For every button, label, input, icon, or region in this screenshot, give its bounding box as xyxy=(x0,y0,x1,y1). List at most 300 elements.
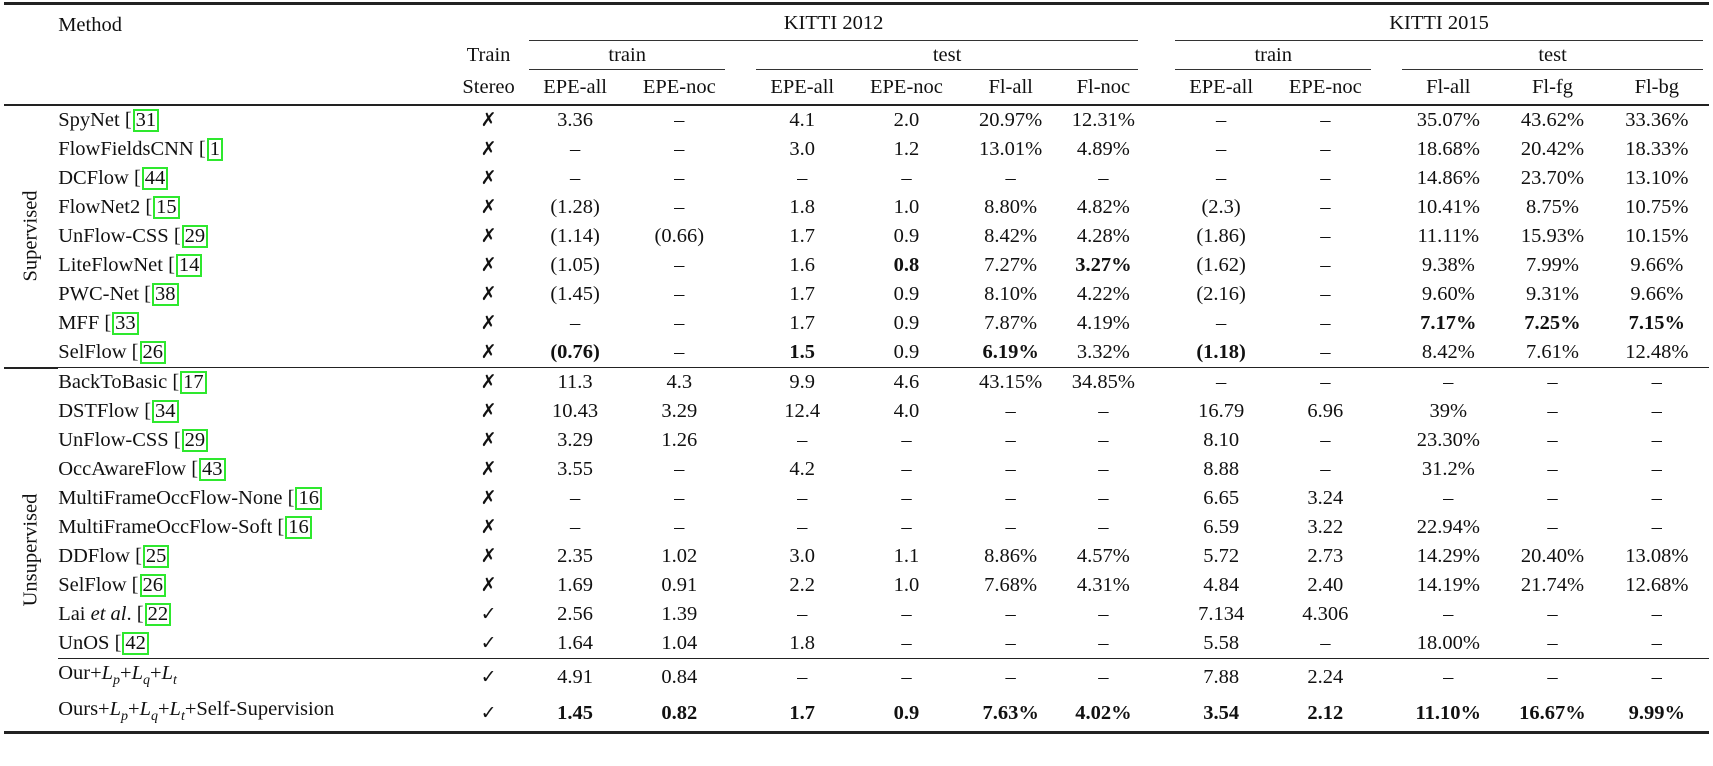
plus-sign: + xyxy=(120,662,132,684)
value-cell: – xyxy=(1605,659,1709,696)
method-label: DSTFlow [ xyxy=(58,400,152,422)
col-header: Fl-noc xyxy=(1063,70,1144,105)
method-name xyxy=(58,135,454,164)
loss-subscript: q xyxy=(143,673,151,689)
value-cell: 8.42% xyxy=(1421,341,1475,363)
value-cell: – xyxy=(1651,400,1662,422)
spacer xyxy=(1377,368,1396,398)
citation-link[interactable]: 1 xyxy=(207,138,223,161)
value-cell: – xyxy=(1443,603,1454,625)
method-prefix: Our+ xyxy=(58,662,102,684)
method-name xyxy=(58,280,454,309)
value-cell: 22.94% xyxy=(1416,516,1480,538)
spacer xyxy=(1377,629,1396,659)
spacer xyxy=(1377,105,1396,135)
value-cell: – xyxy=(569,167,581,189)
citation-link[interactable]: 43 xyxy=(199,458,226,481)
table-row xyxy=(4,368,1709,398)
method-name xyxy=(58,309,454,338)
table-row xyxy=(4,280,1709,309)
cross-icon: ✗ xyxy=(480,516,497,538)
check-icon: ✓ xyxy=(480,603,497,625)
col-header: Fl-all xyxy=(959,70,1063,105)
method-label: DDFlow [ xyxy=(58,545,142,567)
value-cell: 7.15% xyxy=(1628,312,1685,334)
value-cell: (0.66) xyxy=(654,225,705,247)
table-row xyxy=(4,600,1709,629)
table-row xyxy=(4,455,1709,484)
value-cell: 14.29% xyxy=(1416,545,1480,567)
value-cell: – xyxy=(674,458,685,480)
method-prefix: Ours+ xyxy=(58,698,110,721)
value-cell: 6.65 xyxy=(1203,487,1240,509)
spacer xyxy=(731,193,750,222)
table-header xyxy=(4,4,1709,106)
value-cell: – xyxy=(1098,167,1109,189)
spacer xyxy=(731,659,750,696)
citation-link[interactable]: 31 xyxy=(133,109,160,132)
value-cell: – xyxy=(901,167,912,189)
loss-subscript: p xyxy=(121,709,129,725)
value-cell: 2.24 xyxy=(1273,659,1377,696)
citation-link[interactable]: 22 xyxy=(145,603,172,626)
value-cell: (2.3) xyxy=(1201,196,1241,218)
value-cell: 6.96 xyxy=(1307,400,1344,422)
value-cell: 1.0 xyxy=(893,196,920,218)
value-cell: 3.27% xyxy=(1075,254,1132,276)
value-cell: 3.29 xyxy=(661,400,698,422)
value-cell: 10.15% xyxy=(1625,225,1689,247)
value-cell: 4.22% xyxy=(1076,283,1130,305)
value-cell: 8.10 xyxy=(1203,429,1240,451)
value-cell: – xyxy=(1547,603,1558,625)
spacer xyxy=(1377,513,1396,542)
value-cell: – xyxy=(1005,516,1016,538)
cross-icon: ✗ xyxy=(480,458,497,480)
value-cell: – xyxy=(1005,487,1016,509)
value-cell: 8.75% xyxy=(1526,196,1579,218)
citation-link[interactable]: 42 xyxy=(122,632,149,655)
loss-symbol: L xyxy=(131,662,144,684)
loss-symbol: L xyxy=(101,662,114,684)
spacer xyxy=(1377,164,1396,193)
method-label: FlowFieldsCNN [ xyxy=(58,138,206,160)
cross-icon: ✗ xyxy=(480,167,497,189)
spacer xyxy=(1144,368,1169,398)
citation-link[interactable]: 26 xyxy=(140,574,167,597)
value-cell: – xyxy=(901,429,912,451)
value-cell: – xyxy=(1098,603,1109,625)
value-cell: 12.68% xyxy=(1625,574,1689,596)
cross-icon: ✗ xyxy=(480,312,497,334)
value-cell: – xyxy=(797,603,808,625)
header-kitti2012-test: test xyxy=(750,41,1144,70)
col-header: Fl-all xyxy=(1396,70,1500,105)
value-cell: – xyxy=(1651,429,1662,451)
value-cell: – xyxy=(1098,516,1109,538)
table-row xyxy=(4,397,1709,426)
value-cell: 3.0 xyxy=(789,138,816,160)
spacer xyxy=(1144,484,1169,513)
spacer xyxy=(731,513,750,542)
value-cell: 9.9 xyxy=(750,368,854,398)
value-cell: – xyxy=(1098,487,1109,509)
value-cell: – xyxy=(1396,659,1500,696)
value-cell: – xyxy=(1547,400,1558,422)
citation-link[interactable]: 17 xyxy=(180,371,207,394)
value-cell: (1.05) xyxy=(550,254,600,276)
value-cell: 8.88 xyxy=(1203,458,1240,480)
citation-link[interactable]: 38 xyxy=(152,283,179,306)
value-cell: 10.75% xyxy=(1625,196,1689,218)
citation-link[interactable]: 33 xyxy=(112,312,139,335)
spacer xyxy=(1377,193,1396,222)
value-cell: 13.08% xyxy=(1625,545,1689,567)
citation-link[interactable]: 29 xyxy=(182,225,209,248)
value-cell: 4.84 xyxy=(1203,574,1240,596)
citation-link[interactable]: 26 xyxy=(140,341,167,364)
loss-subscript: t xyxy=(180,709,185,725)
value-cell: – xyxy=(901,516,912,538)
spacer xyxy=(731,135,750,164)
value-cell: – xyxy=(674,196,685,218)
cross-icon: ✗ xyxy=(480,574,497,596)
spacer xyxy=(731,280,750,309)
header-train-stereo-2: Stereo xyxy=(454,70,523,105)
method-label: MultiFrameOccFlow-None [ xyxy=(58,487,295,509)
value-cell: 9.66% xyxy=(1630,254,1684,276)
method-name xyxy=(58,600,454,629)
value-cell: 9.99% xyxy=(1605,695,1709,733)
method-label: SpyNet [ xyxy=(58,109,132,131)
value-cell: 5.58 xyxy=(1203,632,1240,654)
spacer xyxy=(1144,280,1169,309)
value-cell: (1.18) xyxy=(1196,341,1246,363)
value-cell: 9.38% xyxy=(1421,254,1475,276)
method-label: PWC-Net [ xyxy=(58,283,151,305)
value-cell: 20.97% xyxy=(979,109,1043,131)
method-name xyxy=(58,368,454,398)
value-cell: 2.73 xyxy=(1307,545,1344,567)
value-cell: 4.2 xyxy=(789,458,816,480)
value-cell: 1.7 xyxy=(750,695,854,733)
header-kitti2015: KITTI 2015 xyxy=(1169,4,1709,42)
value-cell: 4.91 xyxy=(523,659,627,696)
value-cell: 14.86% xyxy=(1416,167,1480,189)
method-name xyxy=(58,338,454,368)
table-row xyxy=(4,251,1709,280)
value-cell: (1.86) xyxy=(1196,225,1246,247)
citation-link[interactable]: 16 xyxy=(295,487,322,510)
method-name xyxy=(58,455,454,484)
method-name xyxy=(58,105,454,135)
value-cell: 3.55 xyxy=(557,458,594,480)
spacer xyxy=(1377,542,1396,571)
value-cell: – xyxy=(1320,341,1331,363)
table-row xyxy=(4,571,1709,600)
value-cell: 1.0 xyxy=(893,574,920,596)
cross-icon: ✗ xyxy=(480,545,497,567)
citation-link[interactable]: 14 xyxy=(176,254,203,277)
spacer xyxy=(1144,135,1169,164)
value-cell: – xyxy=(674,487,685,509)
method-label: Lai xyxy=(58,603,91,625)
value-cell: – xyxy=(1098,458,1109,480)
cross-icon: ✗ xyxy=(454,368,523,398)
value-cell: 0.84 xyxy=(627,659,731,696)
value-cell: – xyxy=(1320,167,1331,189)
spacer xyxy=(1144,695,1169,733)
citation-link[interactable]: 16 xyxy=(285,516,312,539)
value-cell: 4.82% xyxy=(1076,196,1130,218)
value-cell: – xyxy=(797,516,808,538)
value-cell: 7.134 xyxy=(1198,603,1245,625)
table-row xyxy=(4,338,1709,368)
value-cell: – xyxy=(901,487,912,509)
value-cell: – xyxy=(901,632,912,654)
value-cell: 0.9 xyxy=(893,283,920,305)
value-cell: – xyxy=(1063,659,1144,696)
value-cell: 14.19% xyxy=(1416,574,1480,596)
loss-symbol: L xyxy=(169,698,181,721)
spacer xyxy=(1144,251,1169,280)
table-row xyxy=(4,629,1709,659)
cross-icon: ✗ xyxy=(480,429,497,451)
value-cell: – xyxy=(1320,138,1331,160)
spacer xyxy=(1144,455,1169,484)
value-cell: 11.11% xyxy=(1417,225,1480,247)
value-cell: – xyxy=(674,254,685,276)
method-label: MFF [ xyxy=(58,312,112,334)
value-cell: 21.74% xyxy=(1520,574,1585,596)
value-cell: 4.28% xyxy=(1076,225,1130,247)
col-header: EPE-noc xyxy=(627,70,731,105)
value-cell: (1.62) xyxy=(1196,254,1246,276)
col-header: EPE-all xyxy=(1169,70,1273,105)
spacer xyxy=(731,571,750,600)
spacer xyxy=(1144,426,1169,455)
value-cell: 7.68% xyxy=(984,574,1038,596)
citation-link[interactable]: 44 xyxy=(142,167,169,190)
method-suffix: +Self-Supervision xyxy=(184,698,335,721)
method-label: UnFlow-CSS [ xyxy=(58,429,181,451)
spacer xyxy=(1377,135,1396,164)
method-label: SelFlow [ xyxy=(58,574,139,596)
spacer xyxy=(1377,426,1396,455)
group-label-text: Unsupervised xyxy=(19,493,42,607)
value-cell: 6.19% xyxy=(982,341,1039,363)
method-name xyxy=(58,426,454,455)
value-cell: – xyxy=(1320,632,1331,654)
value-cell: 18.00% xyxy=(1416,632,1480,654)
value-cell: 2.0 xyxy=(893,109,920,131)
method-label: UnFlow-CSS [ xyxy=(58,225,181,247)
table-row xyxy=(4,659,1709,696)
value-cell: 12.4 xyxy=(784,400,821,422)
spacer xyxy=(1377,338,1396,368)
value-cell: 7.88 xyxy=(1169,659,1273,696)
value-cell: – xyxy=(674,109,685,131)
loss-symbol: L xyxy=(161,662,173,684)
method-name xyxy=(58,571,454,600)
spacer xyxy=(1377,280,1396,309)
spacer xyxy=(1144,222,1169,251)
value-cell: 3.29 xyxy=(557,429,594,451)
cross-icon: ✗ xyxy=(480,283,497,305)
citation-link[interactable]: 15 xyxy=(153,196,180,219)
spacer xyxy=(731,455,750,484)
spacer xyxy=(731,164,750,193)
citation-link[interactable]: 29 xyxy=(182,429,209,452)
method-name xyxy=(58,695,454,733)
value-cell: – xyxy=(797,167,808,189)
value-cell: 23.30% xyxy=(1416,429,1480,451)
col-header: EPE-noc xyxy=(854,70,958,105)
value-cell: 12.48% xyxy=(1625,341,1689,363)
value-cell: 23.70% xyxy=(1520,167,1585,189)
value-cell: 12.31% xyxy=(1071,109,1135,131)
method-name xyxy=(58,542,454,571)
value-cell: 20.40% xyxy=(1520,545,1585,567)
method-label-after: . [ xyxy=(126,603,144,625)
value-cell: 11.10% xyxy=(1396,695,1500,733)
value-cell: – xyxy=(569,487,581,509)
spacer xyxy=(1377,484,1396,513)
loss-symbol: L xyxy=(109,698,122,721)
value-cell: (0.76) xyxy=(550,341,600,363)
table-row xyxy=(4,542,1709,571)
value-cell: 2.40 xyxy=(1307,574,1344,596)
value-cell: 4.02% xyxy=(1063,695,1144,733)
value-cell: 10.41% xyxy=(1416,196,1480,218)
value-cell: – xyxy=(1651,458,1662,480)
table-row xyxy=(4,695,1709,733)
value-cell: 8.86% xyxy=(984,545,1038,567)
spacer xyxy=(1144,513,1169,542)
header-method: Method xyxy=(58,14,122,36)
value-cell: 1.6 xyxy=(789,254,816,276)
value-cell: 1.64 xyxy=(557,632,594,654)
value-cell: 1.04 xyxy=(661,632,698,654)
value-cell: 1.7 xyxy=(789,225,816,247)
value-cell: 16.79 xyxy=(1198,400,1245,422)
value-cell: – xyxy=(750,659,854,696)
value-cell: – xyxy=(1547,487,1558,509)
spacer xyxy=(731,542,750,571)
method-name xyxy=(58,629,454,659)
value-cell: – xyxy=(1500,368,1604,398)
plus-sign: + xyxy=(157,698,170,721)
spacer xyxy=(1377,600,1396,629)
value-cell: – xyxy=(674,341,685,363)
method-name xyxy=(58,659,454,696)
value-cell: 1.2 xyxy=(893,138,920,160)
method-label: UnOS [ xyxy=(58,632,122,654)
value-cell: (2.16) xyxy=(1196,283,1246,305)
value-cell: 0.8 xyxy=(893,254,920,276)
value-cell: – xyxy=(674,138,685,160)
cross-icon: ✗ xyxy=(480,341,497,363)
spacer xyxy=(731,695,750,733)
header-train-stereo-1: Train xyxy=(466,44,511,66)
value-cell: 18.68% xyxy=(1416,138,1480,160)
header-kitti2012-train: train xyxy=(523,41,731,70)
value-cell: 1.7 xyxy=(789,312,816,334)
value-cell: 3.36 xyxy=(557,109,594,131)
value-cell: 4.306 xyxy=(1302,603,1349,625)
plus-sign: + xyxy=(128,698,140,721)
group-label-supervised xyxy=(4,105,58,368)
value-cell: 7.25% xyxy=(1524,312,1581,334)
value-cell: 7.99% xyxy=(1526,254,1579,276)
value-cell: – xyxy=(901,458,912,480)
value-cell: 0.9 xyxy=(893,225,920,247)
spacer xyxy=(731,338,750,368)
value-cell: – xyxy=(1005,429,1016,451)
value-cell: 20.42% xyxy=(1520,138,1585,160)
table-row xyxy=(4,135,1709,164)
method-label: OccAwareFlow [ xyxy=(58,458,199,480)
spacer xyxy=(1144,164,1169,193)
value-cell: – xyxy=(1651,632,1662,654)
spacer xyxy=(731,397,750,426)
check-icon: ✓ xyxy=(454,659,523,696)
col-header: EPE-all xyxy=(523,70,627,105)
value-cell: 43.62% xyxy=(1520,109,1585,131)
value-cell: – xyxy=(674,312,685,334)
value-cell: 2.35 xyxy=(557,545,594,567)
value-cell: 4.57% xyxy=(1076,545,1130,567)
table-row xyxy=(4,513,1709,542)
value-cell: – xyxy=(1605,368,1709,398)
spacer xyxy=(731,309,750,338)
spacer xyxy=(1377,309,1396,338)
value-cell: 31.2% xyxy=(1421,458,1475,480)
spacer xyxy=(731,222,750,251)
method-label: FlowNet2 [ xyxy=(58,196,153,218)
value-cell: 6.59 xyxy=(1203,516,1240,538)
value-cell: 0.9 xyxy=(893,312,920,334)
group-label-text: Supervised xyxy=(19,190,42,282)
value-cell: 13.10% xyxy=(1625,167,1689,189)
spacer xyxy=(731,426,750,455)
method-name xyxy=(58,164,454,193)
citation-link[interactable]: 34 xyxy=(152,400,179,423)
value-cell: – xyxy=(1320,429,1331,451)
table-row xyxy=(4,164,1709,193)
value-cell: – xyxy=(1320,312,1331,334)
value-cell: – xyxy=(1005,603,1016,625)
table-row xyxy=(4,484,1709,513)
citation-link[interactable]: 25 xyxy=(143,545,170,568)
value-cell: 5.72 xyxy=(1203,545,1240,567)
cross-icon: ✗ xyxy=(480,487,497,509)
kitti-results-table xyxy=(4,2,1709,734)
table-row xyxy=(4,193,1709,222)
value-cell: 9.31% xyxy=(1526,283,1579,305)
method-label: BackToBasic [ xyxy=(58,371,180,393)
col-header: Fl-bg xyxy=(1605,70,1709,105)
value-cell: – xyxy=(1098,429,1109,451)
spacer xyxy=(1377,222,1396,251)
value-cell: 0.9 xyxy=(854,695,958,733)
plus-sign: + xyxy=(150,662,162,684)
method-label: DCFlow [ xyxy=(58,167,141,189)
value-cell: 4.1 xyxy=(789,109,816,131)
value-cell: – xyxy=(797,429,808,451)
table-row xyxy=(4,426,1709,455)
value-cell: – xyxy=(1098,400,1109,422)
